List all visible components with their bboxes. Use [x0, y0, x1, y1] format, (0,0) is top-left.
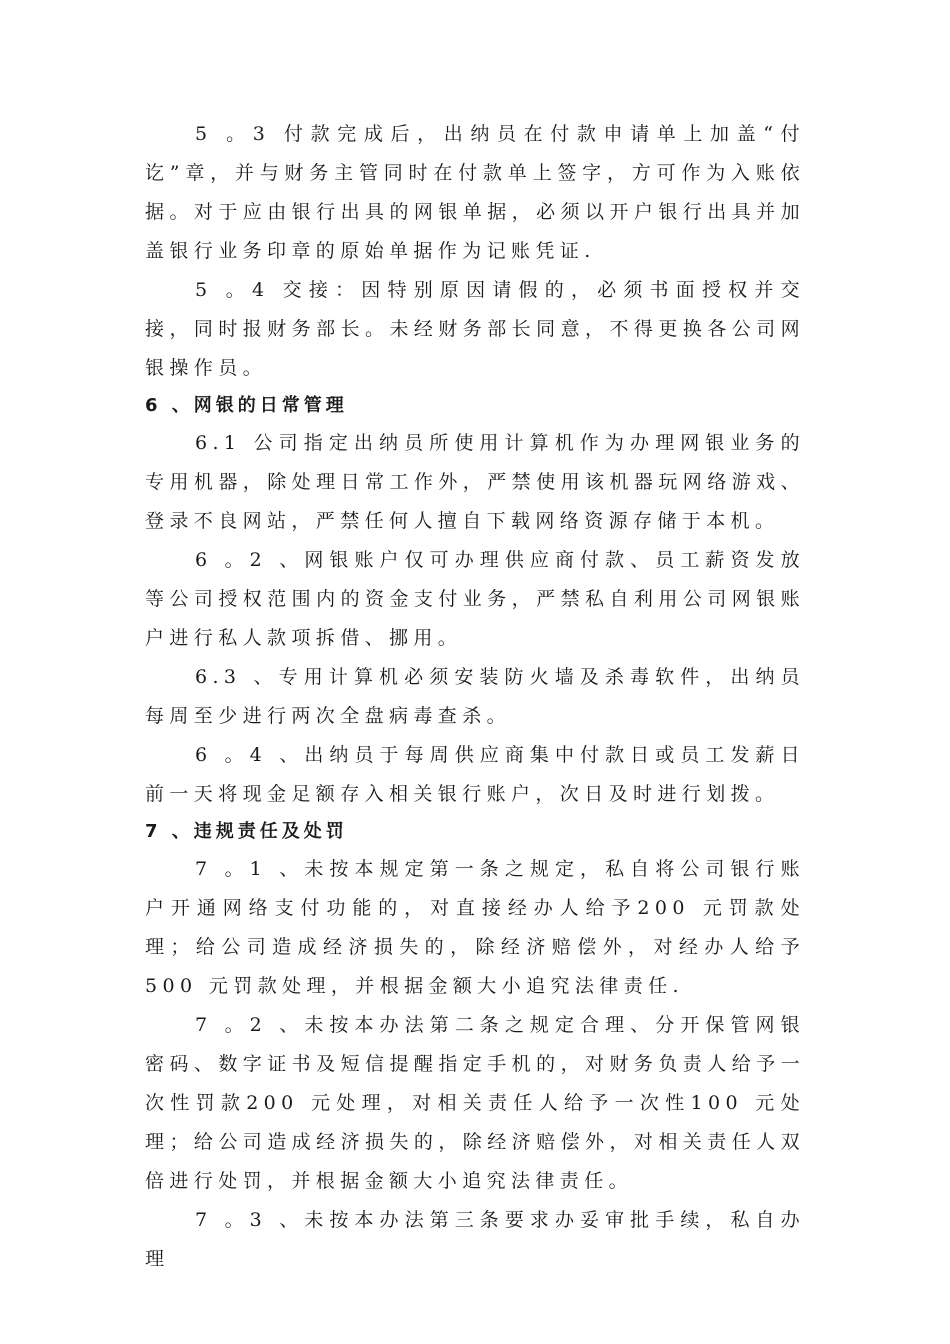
paragraph-5-3: 5 。3 付款完成后，出纳员在付款申请单上加盖“付讫”章，并与财务主管同时在付款单上签字，方可作为入账依据。对于应由银行出具的网银单据，必须以开户银行出具并加盖银行业务印章的原始单据作为记账凭证.: [145, 123, 805, 262]
paragraph-6-4: 6 。4 、出纳员于每周供应商集中付款日或员工发薪日前一天将现金足额存入相关银行账户，次日及时进行划拨。: [145, 744, 805, 805]
paragraph-7-3: 7 。3 、未按本办法第三条要求办妥审批手续，私自办理: [145, 1209, 805, 1270]
paragraph-6-1: 6.1 公司指定出纳员所使用计算机作为办理网银业务的专用机器，除处理日常工作外，严禁使用该机器玩网络游戏、登录不良网站，严禁任何人擅自下载网络资源存储于本机。: [145, 432, 805, 532]
paragraph-6-2: 6 。2 、网银账户仅可办理供应商付款、员工薪资发放等公司授权范围内的资金支付业务，严禁私自利用公司网银账户进行私人款项拆借、挪用。: [145, 549, 805, 649]
section-6-heading: 6 、网银的日常管理: [145, 395, 348, 416]
paragraph-6-3: 6.3 、专用计算机必须安装防火墙及杀毒软件，出纳员每周至少进行两次全盘病毒查杀。: [145, 666, 805, 727]
paragraph-7-2: 7 。2 、未按本办法第二条之规定合理、分开保管网银密码、数字证书及短信提醒指定手机的，对财务负责人给予一次性罚款200 元处理，对相关责任人给予一次性100 元处理；给公司造成经济损失的，除经济赔偿外，对相关责任人双倍进行处罚，并根据金额大小追究法律责任。: [145, 1014, 805, 1192]
paragraph-5-4: 5 。4 交接：因特别原因请假的，必须书面授权并交接，同时报财务部长。未经财务部长同意，不得更换各公司网银操作员。: [145, 279, 805, 379]
section-7-heading: 7 、违规责任及处罚: [145, 821, 348, 842]
paragraph-7-1: 7 。1 、未按本规定第一条之规定，私自将公司银行账户开通网络支付功能的，对直接经办人给予200 元罚款处理；给公司造成经济损失的，除经济赔偿外，对经办人给予500 元罚款处理，并根据金额大小追究法律责任.: [145, 858, 805, 997]
document-body: [145, 115, 805, 1279]
